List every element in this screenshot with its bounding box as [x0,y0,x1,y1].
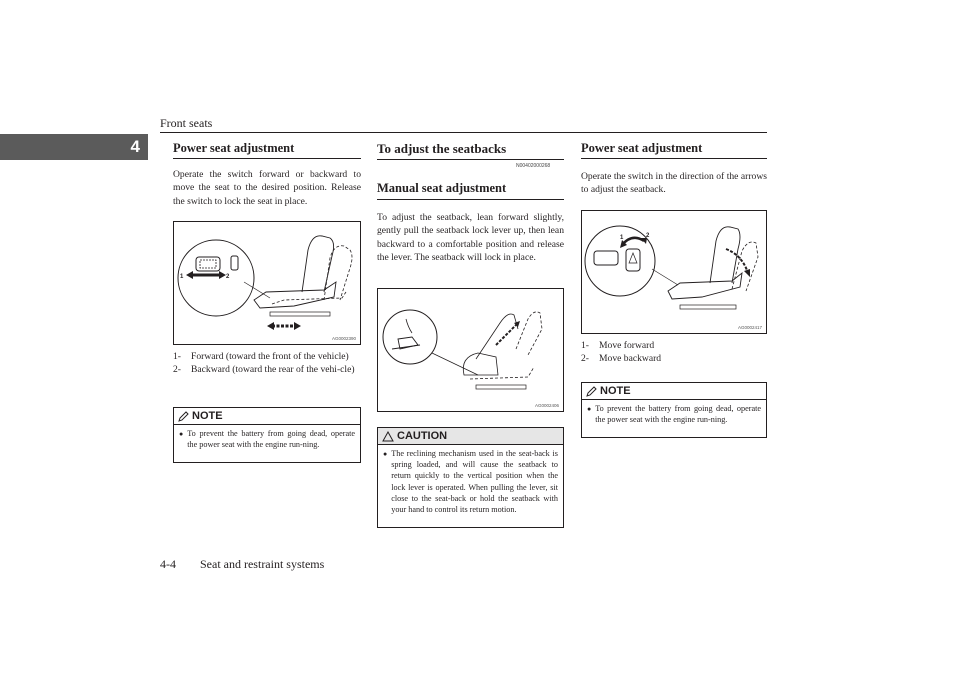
figure-id: AG0002406 [534,403,559,408]
caution-body [378,445,563,520]
chapter-name: Seat and restraint systems [200,557,325,571]
right-note-box [581,382,767,438]
left-note-box [173,407,361,463]
middle-section-heading: To adjust the seatbacks [377,141,507,156]
caption-item [581,352,767,365]
caption-item [173,363,363,376]
power-seat-figure [173,221,361,345]
caption-item [173,350,363,363]
right-heading-rule [581,158,767,159]
bullet-icon: ● [179,430,184,438]
caution-header [378,428,563,445]
note-title: NOTE [192,410,223,422]
seatback-switch-figure [581,210,767,334]
middle-subheading-rule [377,199,564,200]
page-number: 4-4 [160,557,176,571]
seatback-lever-figure [377,288,564,412]
warning-triangle-icon [382,431,394,442]
note-body [582,400,766,430]
caption-number: 2- [581,353,589,365]
caution-box [377,427,564,528]
caption-number: 2- [173,364,181,376]
right-section-heading: Power seat adjustment [581,141,703,155]
middle-paragraph: To adjust the seatback, lean forward slightly, gently pull the seatback lock lever up, then lean backward to a comfortable position and release the lever. The seatback will lock in place. [377,212,564,263]
bullet-icon: ● [383,450,388,458]
note-text: To prevent the battery from going dead, operate the power seat with the engine run-ning. [595,404,761,425]
caution-title: CAUTION [397,430,448,442]
page-footer [160,557,324,572]
caption-text: Move forward [599,340,655,351]
note-title: NOTE [600,385,631,397]
figure-label-2: 2 [646,233,650,239]
left-section-heading: Power seat adjustment [173,141,295,155]
caption-number: 1- [581,340,589,351]
figure-label-1: 1 [620,235,624,241]
figure-id: AG0002417 [737,325,762,330]
left-captions [173,350,363,376]
caption-item [581,339,767,352]
caption-number: 1- [173,351,181,362]
caption-text: Backward (toward the rear of the vehi-cle) [191,364,355,376]
middle-heading-rule [377,159,564,160]
figure-label-2: 2 [226,274,230,280]
power-seat-illustration [174,222,360,344]
note-header [582,383,766,400]
right-captions [581,339,767,365]
reference-code: N00402000268 [516,163,551,169]
left-heading-rule [173,158,361,159]
note-header [174,408,360,425]
seatback-lever-illustration [378,289,563,411]
note-text: To prevent the battery from going dead, operate the power seat with the engine run-ning. [187,429,355,450]
caution-text: The reclining mechanism used in the seat-back is spring loaded, and will cause the seatback to return quickly to the vertical position when the lock lever is operated. When pulling the lever, sit close to the seat-back or hold the seatback with your hand to control its return motion. [391,449,558,515]
note-body [174,425,360,455]
caption-text: Forward (toward the front of the vehicle) [191,351,349,362]
page-header-title: Front seats [160,116,213,130]
chapter-tab: 4 [0,134,148,160]
header-divider [160,132,767,133]
left-paragraph: Operate the switch forward or backward to move the seat to the desired position. Release the switch to lock the seat in place. [173,169,361,207]
right-paragraph: Operate the switch in the direction of the arrows to adjust the seatback. [581,171,767,196]
figure-id: AG0002390 [331,336,356,341]
figure-label-1: 1 [180,274,184,280]
bullet-icon: ● [587,405,592,413]
caption-text: Move backward [599,353,662,365]
seatback-switch-illustration [582,211,766,333]
pencil-icon [586,386,597,397]
middle-subheading: Manual seat adjustment [377,181,507,195]
pencil-icon [178,411,189,422]
